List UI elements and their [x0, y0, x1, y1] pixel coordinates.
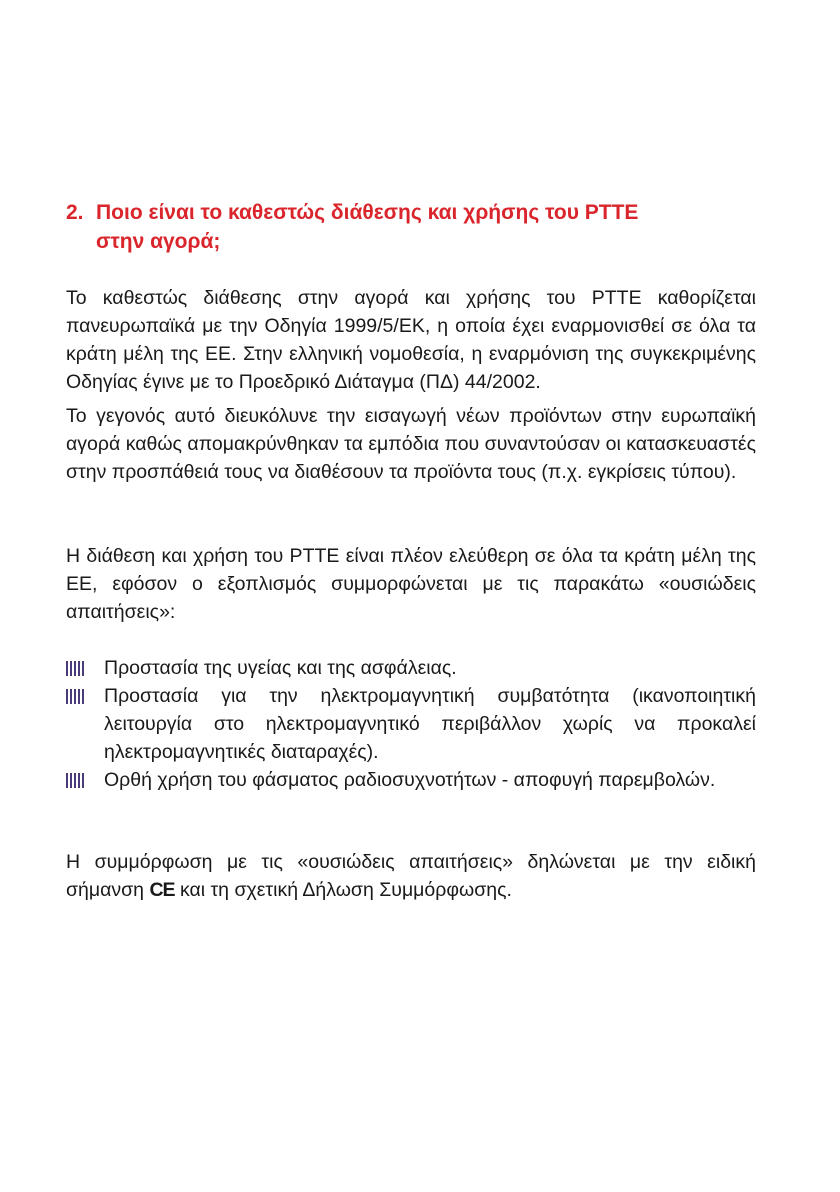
section-title-line1: Ποιο είναι το καθεστώς διάθεσης και χρήσης του PTTE — [96, 201, 639, 224]
section-heading — [66, 198, 786, 256]
paragraph-requirements-intro: Η διάθεση και χρήση του PTTE είναι πλέον ελεύθερη σε όλα τα κράτη μέλη της ΕΕ, εφόσον ο εξοπλισμός συμμορφώνεται με τις παρακάτω «ουσιώδεις απαιτήσεις»: — [66, 545, 756, 623]
compliance-text-start: Η συμμόρφωση με τις «ουσιώδεις απαιτήσεις» δηλώνεται με την ειδική σήμανση — [66, 851, 756, 901]
section-title-line2: στην αγορά; — [96, 230, 221, 253]
list-item — [66, 766, 756, 794]
bullet-bars-icon — [66, 773, 84, 788]
ce-mark-icon: CE — [149, 879, 175, 901]
paragraph-regulation: Το καθεστώς διάθεσης στην αγορά και χρήσης του PTTE καθορίζεται πανευρωπαϊκά με την Οδηγία 1999/5/ΕΚ, η οποία έχει εναρμονισθεί σε όλα τα κράτη μέλη της ΕΕ. Στην ελληνική νομοθεσία, η εναρμόνιση της συγκεκριμένης Οδηγίας έγινε με το Προεδρικό Διάταγμα (ΠΔ) 44/2002. — [66, 287, 756, 393]
section-number: 2. — [66, 201, 84, 224]
list-item — [66, 654, 756, 682]
list-item — [66, 682, 756, 766]
list-item-text: Ορθή χρήση του φάσματος ραδιοσυχνοτήτων - αποφυγή παρεμβολών. — [104, 769, 716, 791]
compliance-text-end: και τη σχετική Δήλωση Συμμόρφωσης. — [174, 879, 512, 901]
bullet-bars-icon — [66, 689, 84, 704]
list-item-text: Προστασία για την ηλεκτρομαγνητική συμβατότητα (ικανοποιητική λειτουργία στο ηλεκτρομαγνητικό περιβάλλον χωρίς να προκαλεί ηλεκτρομαγνητικές διαταραχές). — [104, 685, 756, 763]
paragraph-ce-compliance — [66, 848, 756, 904]
requirements-list — [66, 654, 756, 794]
list-item-text: Προστασία της υγείας και της ασφάλειας. — [104, 657, 457, 679]
paragraph-market-impact: Το γεγονός αυτό διευκόλυνε την εισαγωγή νέων προϊόντων στην ευρωπαϊκή αγορά καθώς απομακρύνθηκαν τα εμπόδια που συναντούσαν οι κατασκευαστές στην προσπάθειά τους να διαθέσουν τα προϊόντα τους (π.χ. εγκρίσεις τύπου). — [66, 405, 756, 483]
bullet-bars-icon — [66, 661, 84, 676]
